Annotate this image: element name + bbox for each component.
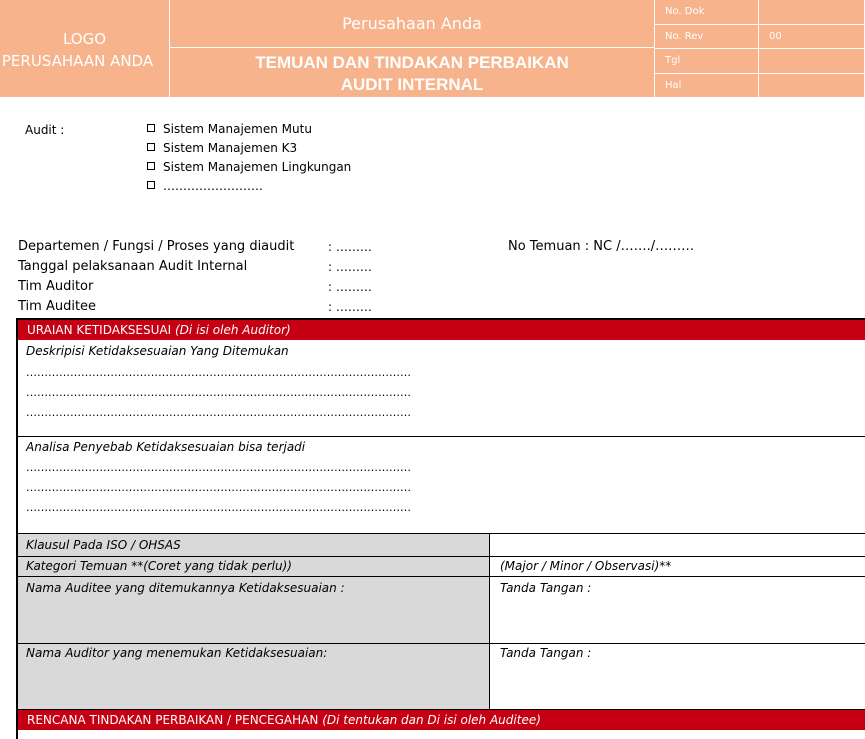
- company-name: Perusahaan Anda: [170, 0, 655, 48]
- checkbox-icon[interactable]: [147, 162, 155, 170]
- section-header-uraian: URAIAN KETIDAKSESUAI (Di isi oleh Auditor): [18, 320, 865, 340]
- finding-number[interactable]: No Temuan : NC /……./………: [508, 239, 695, 254]
- revision-value: 00: [759, 25, 865, 50]
- deskripsi-line[interactable]: ……………………………………………………………………………………………: [26, 386, 411, 399]
- deskripsi-line[interactable]: ……………………………………………………………………………………………: [26, 366, 411, 379]
- info-value-auditor[interactable]: : ………: [328, 280, 372, 294]
- document-title: [170, 48, 655, 98]
- logo-company-name: PERUSAHAAN ANDA: [1, 52, 154, 70]
- logo-text: LOGO: [62, 30, 107, 48]
- divider: [16, 436, 865, 437]
- info-label-date: Tanggal pelaksanaan Audit Internal: [18, 259, 248, 274]
- document-title-line1: TEMUAN DAN TINDAKAN PERBAIKAN: [255, 53, 569, 72]
- doc-number-label: No. Dok: [655, 0, 759, 25]
- audit-option[interactable]: Sistem Manajemen Mutu: [147, 122, 351, 141]
- checkbox-icon[interactable]: [147, 143, 155, 151]
- company-logo-placeholder: [0, 0, 170, 98]
- analisa-line[interactable]: ……………………………………………………………………………………………: [26, 481, 411, 494]
- audit-options: [147, 122, 351, 198]
- info-value-date[interactable]: : ………: [328, 260, 372, 274]
- audit-option[interactable]: …………………….: [147, 179, 351, 198]
- klausul-value[interactable]: [490, 535, 865, 555]
- kategori-value[interactable]: (Major / Minor / Observasi)**: [500, 559, 672, 573]
- divider: [16, 556, 865, 557]
- info-label-department: Departemen / Fungsi / Proses yang diaudit: [18, 239, 295, 254]
- analisa-label: Analisa Penyebab Ketidaksesuaian bisa terjadi: [26, 440, 306, 454]
- auditee-name-label: Nama Auditee yang ditemukannya Ketidaksesuaian :: [26, 581, 345, 595]
- info-label-auditor: Tim Auditor: [18, 279, 94, 294]
- divider: [16, 576, 865, 577]
- analisa-line[interactable]: ……………………………………………………………………………………………: [26, 501, 411, 514]
- klausul-label: Klausul Pada ISO / OHSAS: [26, 538, 181, 552]
- page-label: Hal: [655, 74, 759, 99]
- revision-label: No. Rev: [655, 25, 759, 50]
- section-header-rencana: RENCANA TINDAKAN PERBAIKAN / PENCEGAHAN (Di tentukan dan Di isi oleh Auditee): [18, 710, 865, 730]
- divider: [489, 534, 490, 710]
- auditor-name-label: Nama Auditor yang menemukan Ketidaksesuaian:: [26, 646, 328, 660]
- page-value: [759, 74, 865, 99]
- info-value-auditee[interactable]: : ………: [328, 300, 372, 314]
- date-label: Tgl: [655, 49, 759, 74]
- auditee-signature-label[interactable]: Tanda Tangan :: [500, 581, 592, 595]
- doc-number-value: [759, 0, 865, 25]
- kategori-label: Kategori Temuan **(Coret yang tidak perlu)): [26, 559, 292, 573]
- deskripsi-line[interactable]: ……………………………………………………………………………………………: [26, 406, 411, 419]
- audit-option[interactable]: Sistem Manajemen Lingkungan: [147, 160, 351, 179]
- checkbox-icon[interactable]: [147, 181, 155, 189]
- checkbox-icon[interactable]: [147, 124, 155, 132]
- analisa-line[interactable]: ……………………………………………………………………………………………: [26, 461, 411, 474]
- divider: [16, 643, 865, 644]
- audit-option[interactable]: Sistem Manajemen K3: [147, 141, 351, 160]
- audit-label: Audit :: [25, 123, 65, 137]
- auditor-signature-label[interactable]: Tanda Tangan :: [500, 646, 592, 660]
- info-value-department[interactable]: : ………: [328, 240, 372, 254]
- document-title-line2: AUDIT INTERNAL: [340, 75, 484, 94]
- info-label-auditee: Tim Auditee: [18, 299, 97, 314]
- deskripsi-label: Deskripisi Ketidaksesuaian Yang Ditemukan: [26, 344, 289, 358]
- date-value: [759, 49, 865, 74]
